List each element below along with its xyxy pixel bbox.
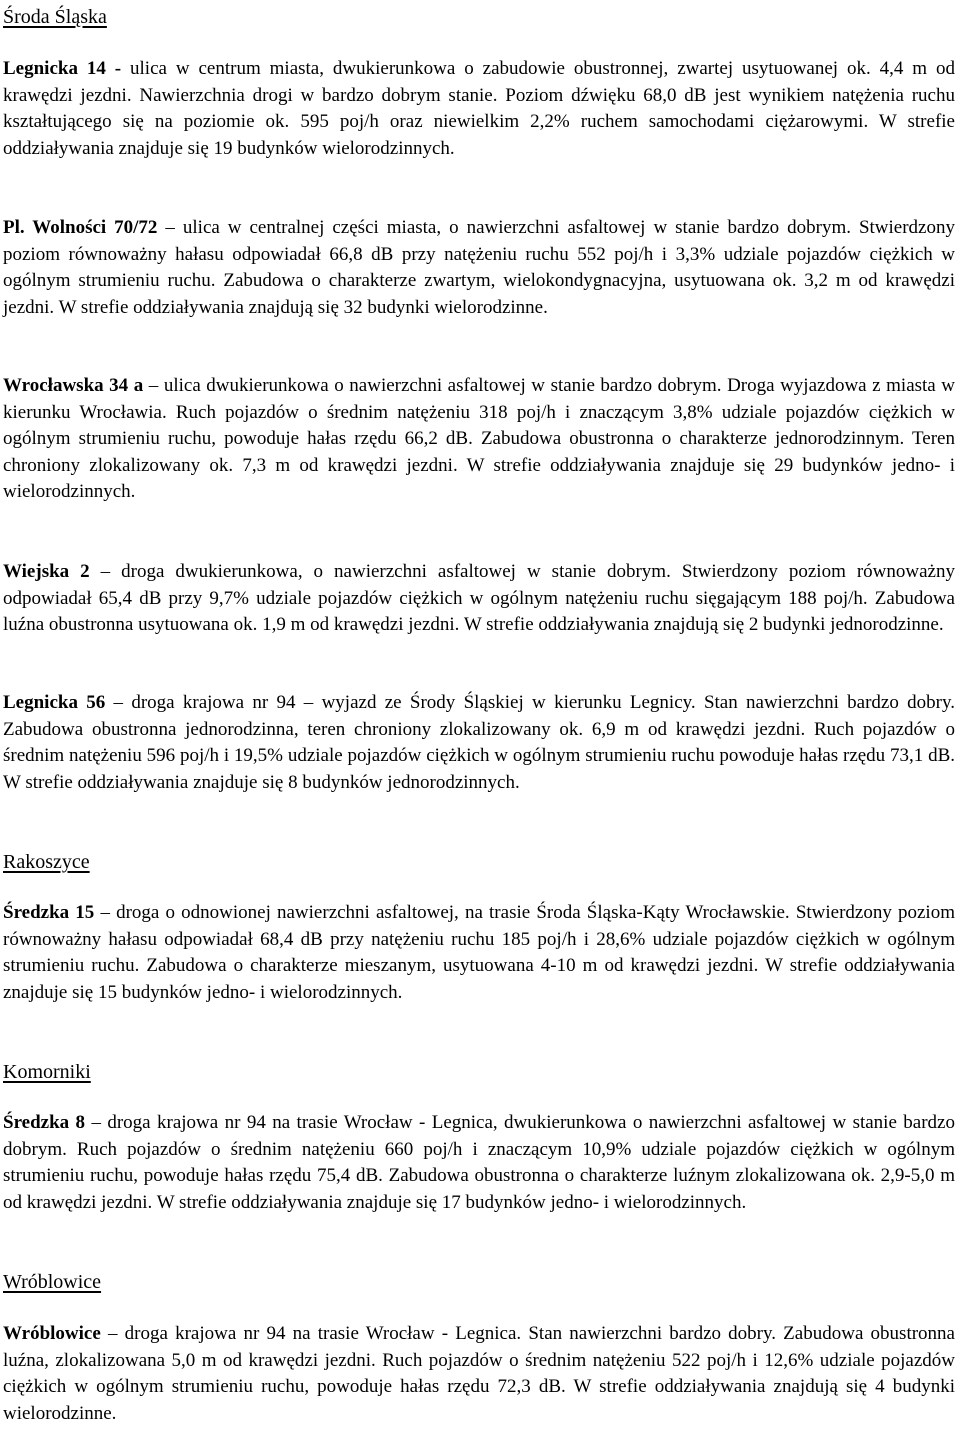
paragraph-text: ulica w centrum miasta, dwukierunkowa o zabudowie obustronnej, zwartej usytuowanej ok. 4,4 m od krawędzi jezdni. Nawierzchnia drogi w bardzo dobrym stanie. Poziom dźwięku 68,0 dB jest wynikiem natężenia ruchu kształtującego się na poziomie ok. 595 poj/h oraz niewielkim 2,2% ruchem samochodami ciężarowymi. W strefie oddziaływania znajduje się 19 budynków wielorodzinnych. <box>3 58 955 159</box>
paragraph-pl-wolnosci <box>3 215 955 321</box>
paragraph-text: – ulica dwukierunkowa o nawierzchni asfaltowej w stanie bardzo dobrym. Droga wyjazdowa z miasta w kierunku Wrocławia. Ruch pojazdów o średnim natężeniu 318 poj/h i znaczącym 3,8% udziale pojazdów ciężkich w ogólnym strumieniu ruchu, powoduje hałas rzędu 66,2 dB. Zabudowa obustronna o charakterze jednorodzinnym. Teren chroniony zlokalizowany ok. 7,3 m od krawędzi jezdni. W strefie oddziaływania znajduje się 29 budynków jedno- i wielorodzinnych. <box>3 375 955 502</box>
paragraph-wroblowice <box>3 1321 955 1427</box>
paragraph-sredzka-15 <box>3 900 955 1006</box>
paragraph-lead: Średzka 8 <box>3 1112 86 1133</box>
paragraph-lead: Legnicka 56 <box>3 692 106 713</box>
paragraph-lead: Średzka 15 <box>3 902 95 923</box>
paragraph-lead: Pl. Wolności 70/72 <box>3 217 158 238</box>
paragraph-text: – droga krajowa nr 94 – wyjazd ze Środy Śląskiej w kierunku Legnicy. Stan nawierzchni bardzo dobry. Zabudowa obustronna jednorodzinna, teren chroniony zlokalizowany ok. 6,9 m od krawędzi jezdni. Ruch pojazdów o średnim natężeniu 596 poj/h i 19,5% udziale pojazdów ciężkich w ogólnym strumieniu ruchu powoduje hałas rzędu 73,1 dB. W strefie oddziaływania znajduje się 8 budynków jednorodzinnych. <box>3 692 955 793</box>
paragraph-wroclawska-34a <box>3 373 955 506</box>
paragraph-lead: Legnicka 14 - <box>3 58 122 79</box>
paragraph-text: – droga krajowa nr 94 na trasie Wrocław - Legnica. Stan nawierzchni bardzo dobry. Zabudowa obustronna luźna, zlokalizowana 5,0 m od krawędzi jezdni. Ruch pojazdów o średnim natężeniu 522 poj/h i 12,6% udziale pojazdów ciężkich w ogólnym strumieniu ruchu, powoduje hałas rzędu 72,3 dB. W strefie oddziaływania znajdują się 4 budynki wielorodzinne. <box>3 1323 955 1424</box>
section-heading-wroblowice: Wróblowice <box>3 1271 102 1293</box>
paragraph-wiejska-2 <box>3 559 955 639</box>
paragraph-lead: Wiejska 2 <box>3 561 90 582</box>
paragraph-text: – droga krajowa nr 94 na trasie Wrocław - Legnica, dwukierunkowa o nawierzchni asfaltowej w stanie bardzo dobrym. Ruch pojazdów o średnim natężeniu 660 poj/h i znaczącym 10,9% udziale pojazdów ciężkich w ogólnym strumieniu ruchu, powoduje hałas rzędu 75,4 dB. Zabudowa obustronna o charakterze luźnym zlokalizowana ok. 2,9-5,0 m od krawędzi jezdni. W strefie oddziaływania znajduje się 17 budynków jedno- i wielorodzinnych. <box>3 1112 955 1213</box>
paragraph-text: – ulica w centralnej części miasta, o nawierzchni asfaltowej w stanie bardzo dobrym. Stwierdzony poziom równoważny hałasu odpowiadał 66,8 dB przy natężeniu ruchu 552 poj/h i 3,3% udziale pojazdów ciężkich w ogólnym strumieniu ruchu. Zabudowa o charakterze zwartym, wielokondygnacyjna, usytuowana ok. 3,2 m od krawędzi jezdni. W strefie oddziaływania znajdują się 32 budynki wielorodzinne. <box>3 217 955 318</box>
section-heading-rakoszyce: Rakoszyce <box>3 851 90 873</box>
paragraph-sredzka-8 <box>3 1110 955 1216</box>
paragraph-lead: Wrocławska 34 a <box>3 375 144 396</box>
section-heading-sroda-slaska: Środa Śląska <box>3 6 107 28</box>
paragraph-legnicka-56 <box>3 690 955 796</box>
paragraph-legnicka-14 <box>3 56 955 162</box>
section-heading-komorniki: Komorniki <box>3 1061 91 1083</box>
paragraph-text: – droga dwukierunkowa, o nawierzchni asfaltowej w stanie dobrym. Stwierdzony poziom równoważny odpowiadał 65,4 dB przy 9,7% udziale pojazdów ciężkich w ogólnym natężeniu ruchu sięgającym 188 poj/h. Zabudowa luźna obustronna usytuowana ok. 1,9 m od krawędzi jezdni. W strefie oddziaływania znajdują się 2 budynki jednorodzinne. <box>3 561 955 635</box>
paragraph-lead: Wróblowice <box>3 1323 101 1344</box>
paragraph-text: – droga o odnowionej nawierzchni asfaltowej, na trasie Środa Śląska-Kąty Wrocławskie. Stwierdzony poziom równoważny hałasu odpowiadał 68,4 dB przy natężeniu ruchu 185 poj/h i 28,6% udziale pojazdów ciężkich w ogólnym strumieniu ruchu. Zabudowa o charakterze mieszanym, usytuowana 4-10 m od krawędzi jezdni. W strefie oddziaływania znajduje się 15 budynków jedno- i wielorodzinnych. <box>3 902 955 1003</box>
